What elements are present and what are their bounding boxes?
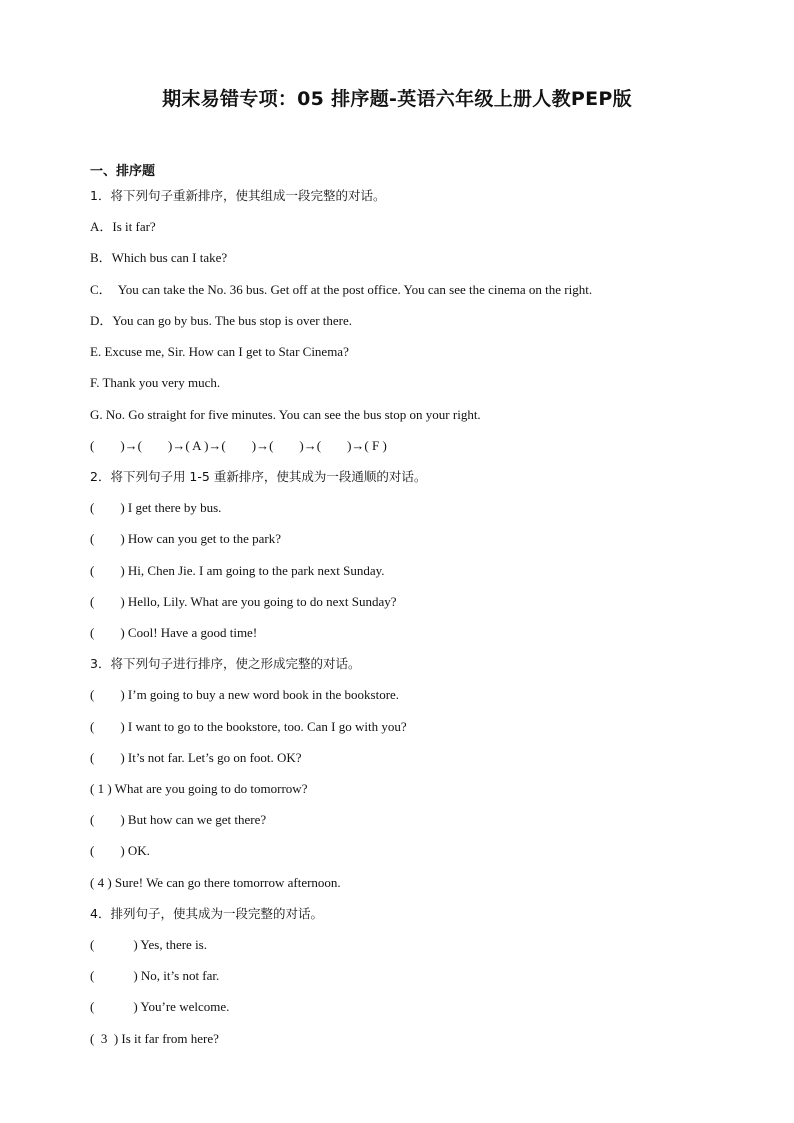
q3-item: ( 4 ) Sure! We can go there tomorrow afternoon. — [90, 875, 341, 890]
q1-option-g: G. No. Go straight for five minutes. You can see the bus stop on your right. — [90, 407, 481, 422]
q2-item: ( ) Hi, Chen Jie. I am going to the park next Sunday. — [90, 563, 385, 578]
q4-item: ( ) Yes, there is. — [90, 937, 207, 952]
q3-item: ( ) I’m going to buy a new word book in the bookstore. — [90, 687, 400, 702]
q2-item: ( ) I get there by bus. — [90, 500, 222, 515]
q1-option-b: B．Which bus can I take? — [90, 250, 228, 265]
question-4-stem: 4．排列句子，使其成为一段完整的对话。 — [90, 906, 323, 921]
question-1-stem: 1．将下列句子重新排序，使其组成一段完整的对话。 — [90, 188, 386, 203]
page-title: 期末易错专项：05 排序题-英语六年级上册人教PEP版 — [162, 88, 632, 110]
q3-item: ( ) I want to go to the bookstore, too. Can I go with you? — [90, 719, 407, 734]
q2-item: ( ) Hello, Lily. What are you going to do next Sunday? — [90, 594, 397, 609]
q3-item: ( ) But how can we get there? — [90, 812, 267, 827]
q1-option-c: C． You can take the No. 36 bus. Get off at the post office. You can see the cinema on the right. — [90, 282, 593, 297]
question-3-stem: 3．将下列句子进行排序，使之形成完整的对话。 — [90, 656, 361, 671]
q2-item: ( ) Cool! Have a good time! — [90, 625, 258, 640]
q2-item: ( ) How can you get to the park? — [90, 531, 281, 546]
q4-item: ( ) You’re welcome. — [90, 999, 230, 1014]
q1-option-e: E. Excuse me, Sir. How can I get to Star Cinema? — [90, 344, 349, 359]
question-2-stem: 2．将下列句子用 1-5 重新排序，使其成为一段通顺的对话。 — [90, 469, 427, 484]
q3-item: ( 1 ) What are you going to do tomorrow? — [90, 781, 308, 796]
q1-option-d: D．You can go by bus. The bus stop is over there. — [90, 313, 353, 328]
q3-item: ( ) It’s not far. Let’s go on foot. OK? — [90, 750, 302, 765]
q4-item: ( 3 ) Is it far from here? — [90, 1031, 219, 1046]
q1-answer-line: ( )→( )→( A )→( )→( )→( )→( F ) — [90, 438, 387, 453]
q1-option-a: A．Is it far? — [90, 219, 156, 234]
q4-item: ( ) No, it’s not far. — [90, 968, 220, 983]
q3-item: ( ) OK. — [90, 843, 150, 858]
q1-option-f: F. Thank you very much. — [90, 375, 221, 390]
section-heading: 一、排序题 — [90, 164, 156, 179]
